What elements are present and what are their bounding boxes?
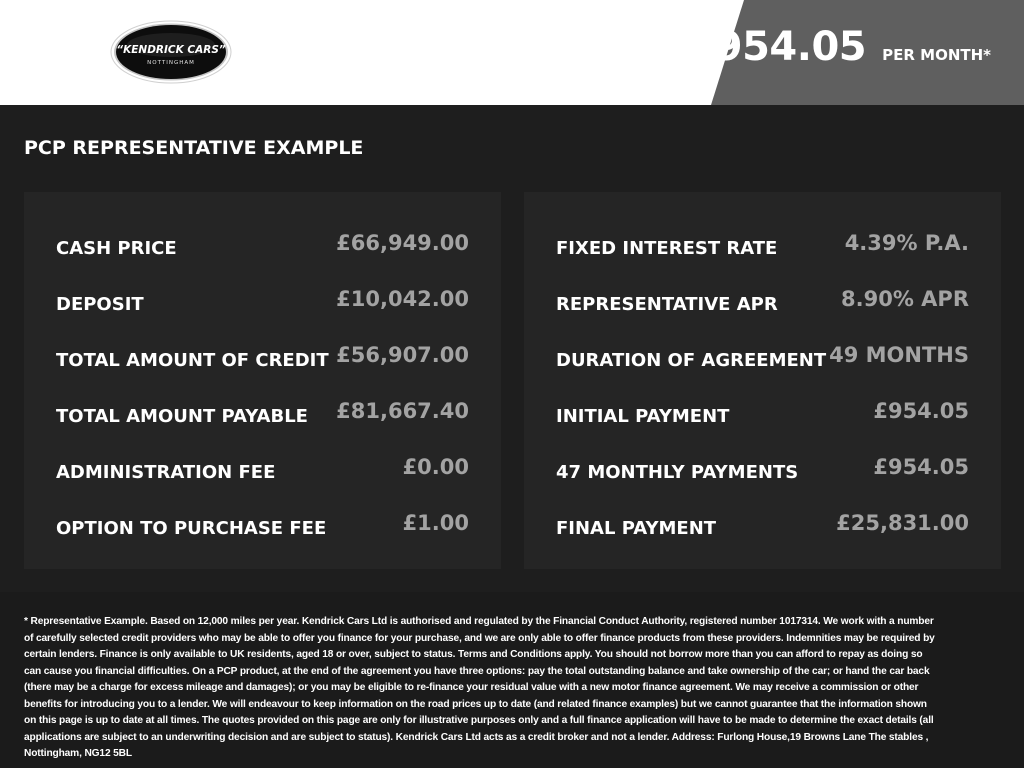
row-value: £81,667.40 <box>336 399 469 423</box>
row-value: £1.00 <box>402 511 469 535</box>
monthly-price-headline <box>687 24 991 70</box>
finance-row-deposit <box>56 286 469 316</box>
row-value: £25,831.00 <box>836 511 969 535</box>
row-label: ADMINISTRATION FEE <box>56 461 276 483</box>
per-month-label: PER MONTH* <box>882 46 991 64</box>
row-label: DEPOSIT <box>56 293 144 315</box>
kendrick-cars-logo[interactable] <box>110 20 232 84</box>
row-label: OPTION TO PURCHASE FEE <box>56 517 327 539</box>
footer <box>0 592 1024 768</box>
finance-panel-right <box>524 192 1001 569</box>
finance-section <box>0 105 1024 592</box>
finance-row-total-payable <box>56 398 469 428</box>
finance-row-final-payment <box>556 510 969 540</box>
finance-disclaimer: * Representative Example. Based on 12,000 miles per year. Kendrick Cars Ltd is authorised and regulated by the Financial Conduct Authority, registered number 1017314. We work with a number of carefully selected credit providers who may be able to offer you finance for your purchase, and we are only able to offer finance products from these providers. Indemnities may be required by certain lenders. Finance is only available to UK residents, aged 18 or over, subject to status. Terms and Conditions apply. You should not borrow more than you can afford to repay as doing so can cause you financial difficulties. On a PCP product, at the end of the agreement you have three options: pay the total outstanding balance and take ownership of the car; or hand the car back (there may be a charge for excess mileage and damages); or you may be eligible to re-finance your residual value with a new motor finance agreement. We may receive a commission or other benefits for introducing you to a lender. We will endeavour to keep information on the road prices up to date (and related finance examples) but we cannot guarantee that the information shown on this page is up to date at all times. The quotes provided on this page are only for illustrative purposes only and a full finance application will have to be made to determine the exact details (all applications are subject to an underwriting decision and are subject to status). Kendrick Cars Ltd acts as a credit broker and not a lender. Address: Furlong House,19 Browns Lane The stables , Nottingham, NG12 5BL <box>24 616 935 759</box>
row-value: £0.00 <box>402 455 469 479</box>
finance-row-admin-fee <box>56 454 469 484</box>
finance-row-monthly-payments <box>556 454 969 484</box>
row-value: £954.05 <box>873 455 969 479</box>
row-label: FINAL PAYMENT <box>556 517 717 539</box>
header <box>0 0 1024 105</box>
finance-row-duration <box>556 342 969 372</box>
finance-row-cash-price <box>56 230 469 260</box>
section-title: PCP REPRESENTATIVE EXAMPLE <box>24 137 364 159</box>
row-label: TOTAL AMOUNT PAYABLE <box>56 405 308 427</box>
row-label: REPRESENTATIVE APR <box>556 293 778 315</box>
logo-name: “KENDRICK CARS” <box>116 44 226 56</box>
finance-row-initial-payment <box>556 398 969 428</box>
row-label: DURATION OF AGREEMENT <box>556 349 827 371</box>
finance-panel-left <box>24 192 501 569</box>
finance-row-apr <box>556 286 969 316</box>
finance-row-interest-rate <box>556 230 969 260</box>
row-value: £66,949.00 <box>336 231 469 255</box>
row-value: 49 MONTHS <box>829 343 969 367</box>
logo-subtitle: NOTTINGHAM <box>147 60 195 66</box>
row-label: CASH PRICE <box>56 237 177 259</box>
finance-row-option-fee <box>56 510 469 540</box>
row-value: £954.05 <box>873 399 969 423</box>
row-value: £56,907.00 <box>336 343 469 367</box>
row-label: FIXED INTEREST RATE <box>556 237 778 259</box>
row-label: INITIAL PAYMENT <box>556 405 730 427</box>
row-value: 4.39% P.A. <box>844 231 969 255</box>
row-value: £10,042.00 <box>336 287 469 311</box>
row-value: 8.90% APR <box>841 287 969 311</box>
monthly-price: £954.05 <box>687 24 867 70</box>
finance-row-total-credit <box>56 342 469 372</box>
row-label: 47 MONTHLY PAYMENTS <box>556 461 799 483</box>
row-label: TOTAL AMOUNT OF CREDIT <box>56 349 329 371</box>
